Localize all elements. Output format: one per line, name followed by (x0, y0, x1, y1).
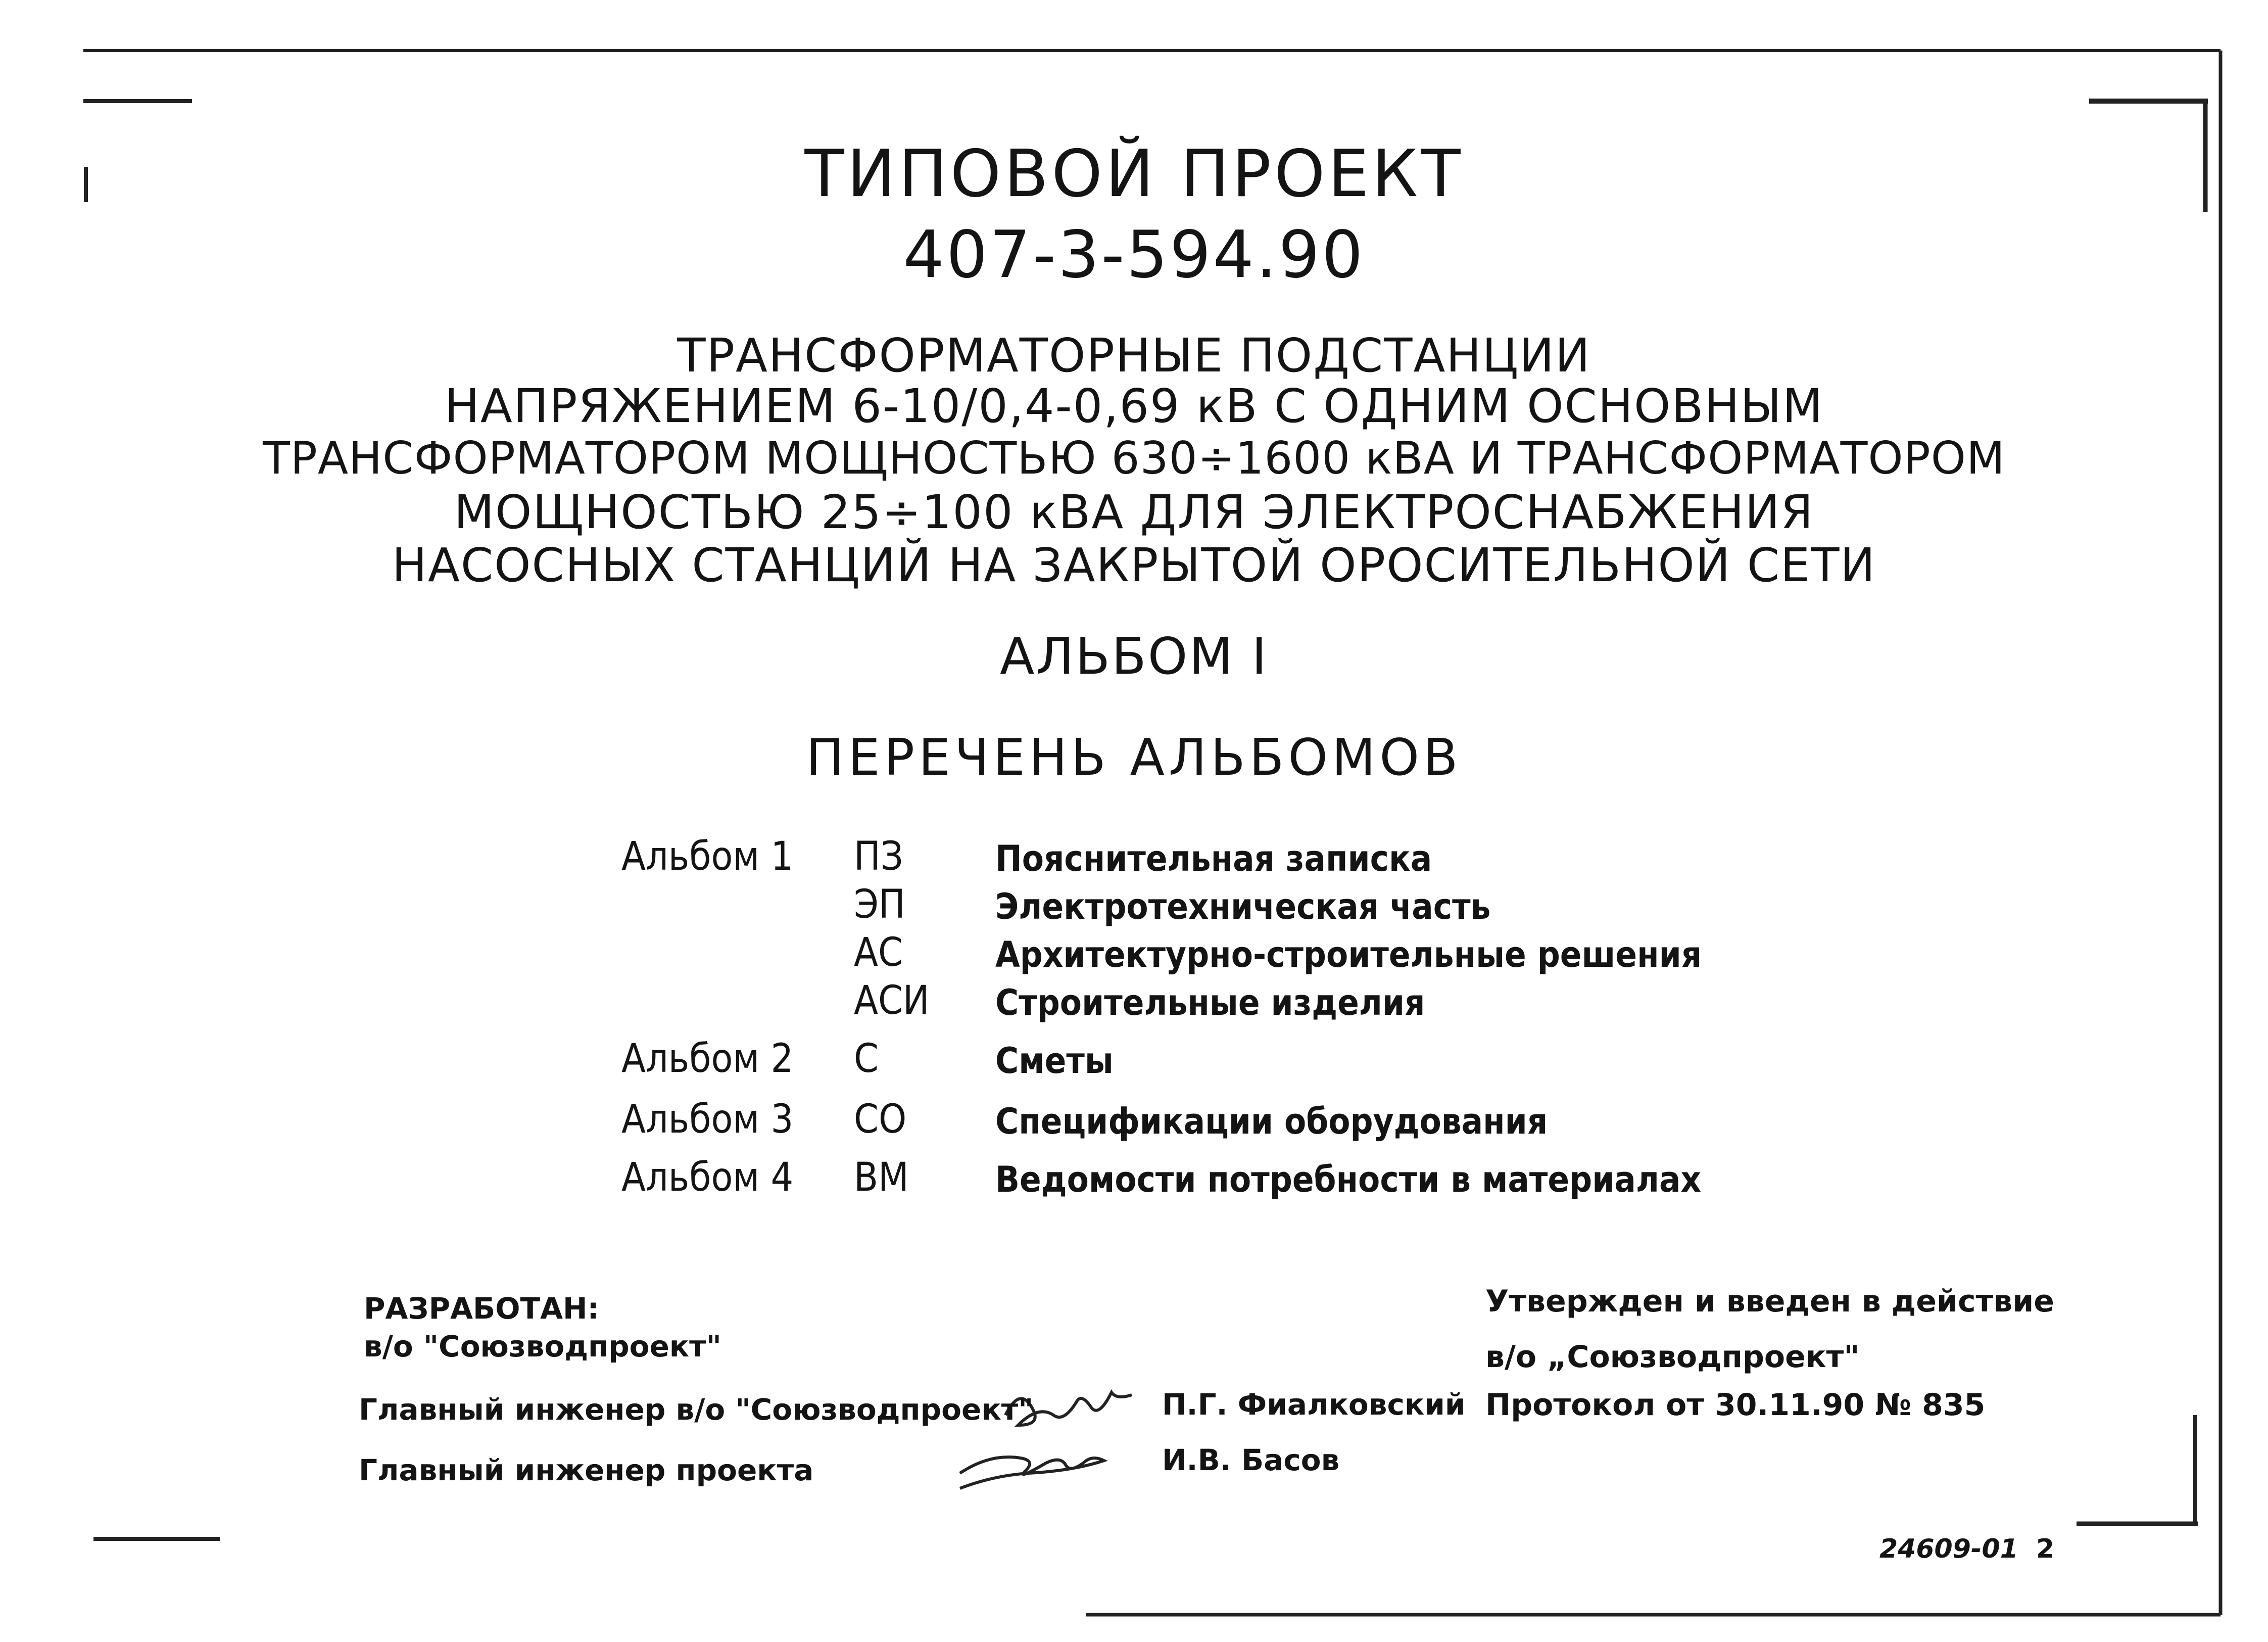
page-number: 2 (2036, 1534, 2055, 1564)
chief-engineer-org-role: Главный инженер в/о "Союзводпроект" (359, 1392, 1034, 1427)
description-line-3: ТРАНСФОРМАТОРОМ МОЩНОСТЬЮ 630÷1600 кВА И ТРАНСФОРМАТОРОМ (263, 432, 2005, 484)
section-description: Спецификации оборудования (995, 1101, 1548, 1142)
albums-list-heading: ПЕРЕЧЕНЬ АЛЬБОМОВ (806, 728, 1462, 787)
section-description: Строительные изделия (995, 982, 1425, 1023)
album-label: АЛЬБОМ I (999, 627, 1269, 686)
description-line-5: НАСОСНЫХ СТАНЦИЙ НА ЗАКРЫТОЙ ОРОСИТЕЛЬНОЙ СЕТИ (392, 538, 1876, 592)
section-code: СО (854, 1097, 907, 1142)
project-type-title: ТИПОВОЙ ПРОЕКТ (804, 136, 1464, 212)
section-code: ПЗ (854, 834, 903, 879)
description-line-4: МОЩНОСТЬЮ 25÷100 кВА ДЛЯ ЭЛЕКТРОСНАБЖЕНИЯ (454, 485, 1814, 539)
approval-protocol: Протокол от 30.11.90 № 835 (1485, 1387, 1986, 1423)
developed-label: РАЗРАБОТАН: (364, 1291, 599, 1326)
developed-org: в/о "Союзводпроект" (364, 1329, 722, 1364)
description-line-2: НАПРЯЖЕНИЕМ 6-10/0,4-0,69 кВ С ОДНИМ ОСНОВНЫМ (444, 379, 1824, 433)
section-description: Пояснительная записка (995, 838, 1432, 879)
section-code: АС (854, 930, 903, 975)
section-code: ЭП (854, 882, 905, 927)
section-description: Сметы (995, 1040, 1114, 1082)
album-number: Альбом 4 (621, 1155, 794, 1200)
section-description: Архитектурно-строительные решения (995, 934, 1702, 975)
approved-org: в/о „Союзводпроект" (1485, 1339, 1860, 1375)
section-description: Электротехническая часть (995, 886, 1491, 927)
approved-label: Утвержден и введен в действие (1485, 1284, 2054, 1319)
project-number: 407-3-594.90 (903, 217, 1365, 293)
chief-project-engineer-role: Главный инженер проекта (359, 1453, 814, 1487)
document-number: 24609-01 (1879, 1534, 2018, 1564)
description-line-1: ТРАНСФОРМАТОРНЫЕ ПОДСТАНЦИИ (677, 329, 1591, 383)
signature-basov (960, 1457, 1104, 1488)
album-number: Альбом 2 (621, 1036, 794, 1082)
section-code: ВМ (854, 1155, 909, 1200)
album-number: Альбом 3 (621, 1097, 794, 1142)
album-number: Альбом 1 (621, 834, 794, 879)
chief-project-engineer-name: И.В. Басов (1162, 1443, 1340, 1477)
chief-engineer-org-name: П.Г. Фиалковский (1162, 1387, 1466, 1422)
section-description: Ведомости потребности в материалах (995, 1159, 1702, 1200)
section-code: С (854, 1036, 879, 1082)
section-code: АСИ (854, 978, 930, 1023)
